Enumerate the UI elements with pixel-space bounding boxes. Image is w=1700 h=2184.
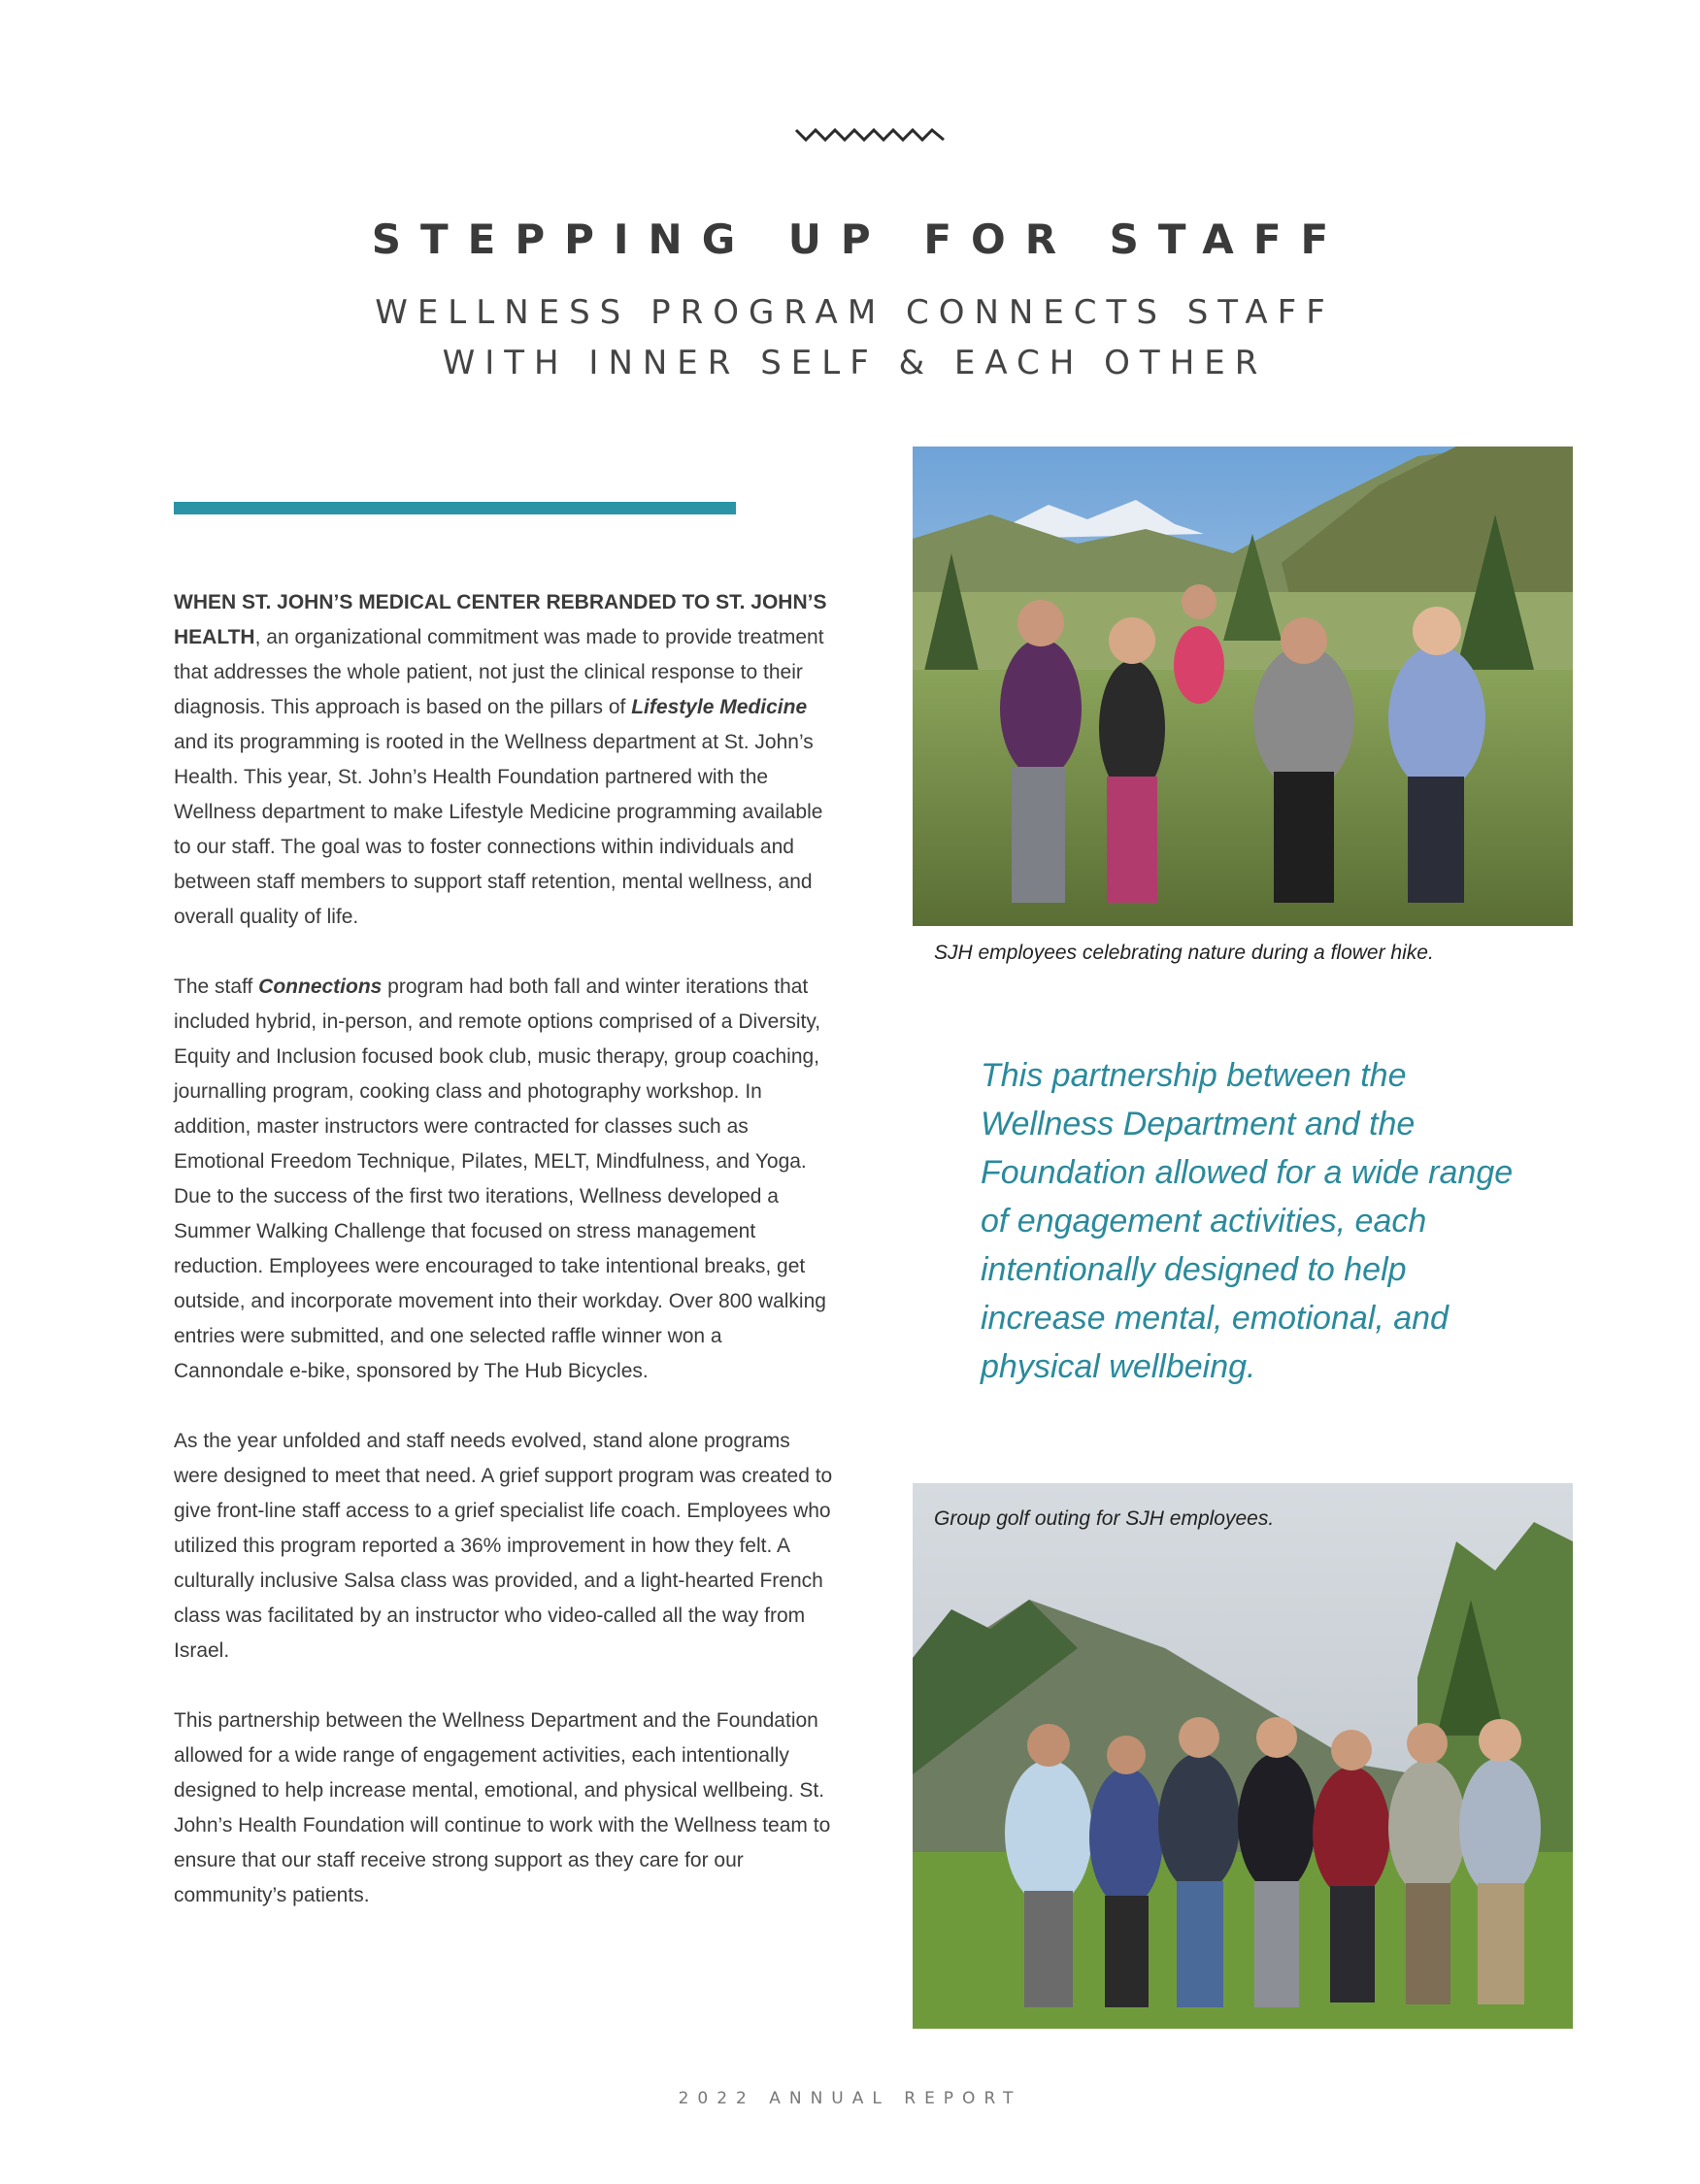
zigzag-ornament xyxy=(794,124,946,144)
lead-in: WHEN ST. JOHN’S MEDICAL CENTER REBRANDED TO ST. JOHN’S HEALTH xyxy=(174,591,827,648)
paragraph-4: This partnership between the Wellness Department and the Foundation allowed for a wide range of engagement activities, each intentionally designed to help increase mental, emotional, and physical wellbeing. St. John’s Health Foundation will continue to work with the Wellness team to ensure that our staff receive strong support as they care for our community’s patients. xyxy=(174,1709,831,1906)
photo-flower-hike xyxy=(913,447,1573,926)
article-body xyxy=(174,585,834,1948)
page-subtitle xyxy=(0,287,1700,388)
paragraph-3: As the year unfolded and staff needs evolved, stand alone programs were designed to meet that need. A grief support program was created to give front-line staff access to a grief specialist life coach. Employees who utilized this program reported a 36% improvement in how they felt. A culturally inclusive Salsa class was provided, and a light-hearted French class was facilitated by an instructor who video-called all the way from Israel. xyxy=(174,1430,833,1662)
subtitle-line-2: WITH INNER SELF & EACH OTHER xyxy=(442,344,1268,382)
paragraph-1: WHEN ST. JOHN’S MEDICAL CENTER REBRANDED TO ST. JOHN’S HEALTH, an organizational commitment was made to provide treatment that addresses the whole patient, not just the clinical response to their diagnosis. This approach is based on the pillars of Lifestyle Medicine and its programming is rooted in the Wellness department at St. John’s Health. This year, St. John’s Health Foundation partnered with the Wellness department to make Lifestyle Medicine programming available to our staff. The goal was to foster connections within individuals and between staff members to support staff retention, mental wellness, and overall quality of life. xyxy=(174,591,827,928)
page-title: STEPPING UP FOR STAFF xyxy=(371,215,1349,263)
photo-golf-outing xyxy=(913,1483,1573,2029)
footer-annual-report: 2022 ANNUAL REPORT xyxy=(678,2089,1022,2108)
caption-flower-hike: SJH employees celebrating nature during a flower hike. xyxy=(934,942,1434,964)
pull-quote: This partnership between the Wellness Department and the Foundation allowed for a wide range of engagement activities, each intentionally designed to help increase mental, emotional, and physical wellbeing. xyxy=(981,1057,1514,1385)
paragraph-2: The staff Connections program had both fall and winter iterations that included hybrid, in-person, and remote options comprised of a Diversity, Equity and Inclusion focused book club, music therapy, group coaching, journalling program, cooking class and photography workshop. In addition, master instructors were contracted for classes such as Emotional Freedom Technique, Pilates, MELT, Mindfulness, and Yoga. Due to the success of the first two iterations, Wellness developed a Summer Walking Challenge that focused on stress management reduction. Employees were encouraged to take intentional breaks, get outside, and incorporate movement into their workday. Over 800 walking entries were submitted, and one selected raffle winner won a Cannondale e-bike, sponsored by The Hub Bicycles. xyxy=(174,976,826,1382)
emphasis-connections: Connections xyxy=(258,976,383,998)
caption-golf-outing: Group golf outing for SJH employees. xyxy=(934,1507,1275,1530)
subtitle-line-1: WELLNESS PROGRAM CONNECTS STAFF xyxy=(375,293,1335,332)
accent-bar xyxy=(174,502,736,514)
emphasis-lifestyle-medicine: Lifestyle Medicine xyxy=(631,696,808,718)
